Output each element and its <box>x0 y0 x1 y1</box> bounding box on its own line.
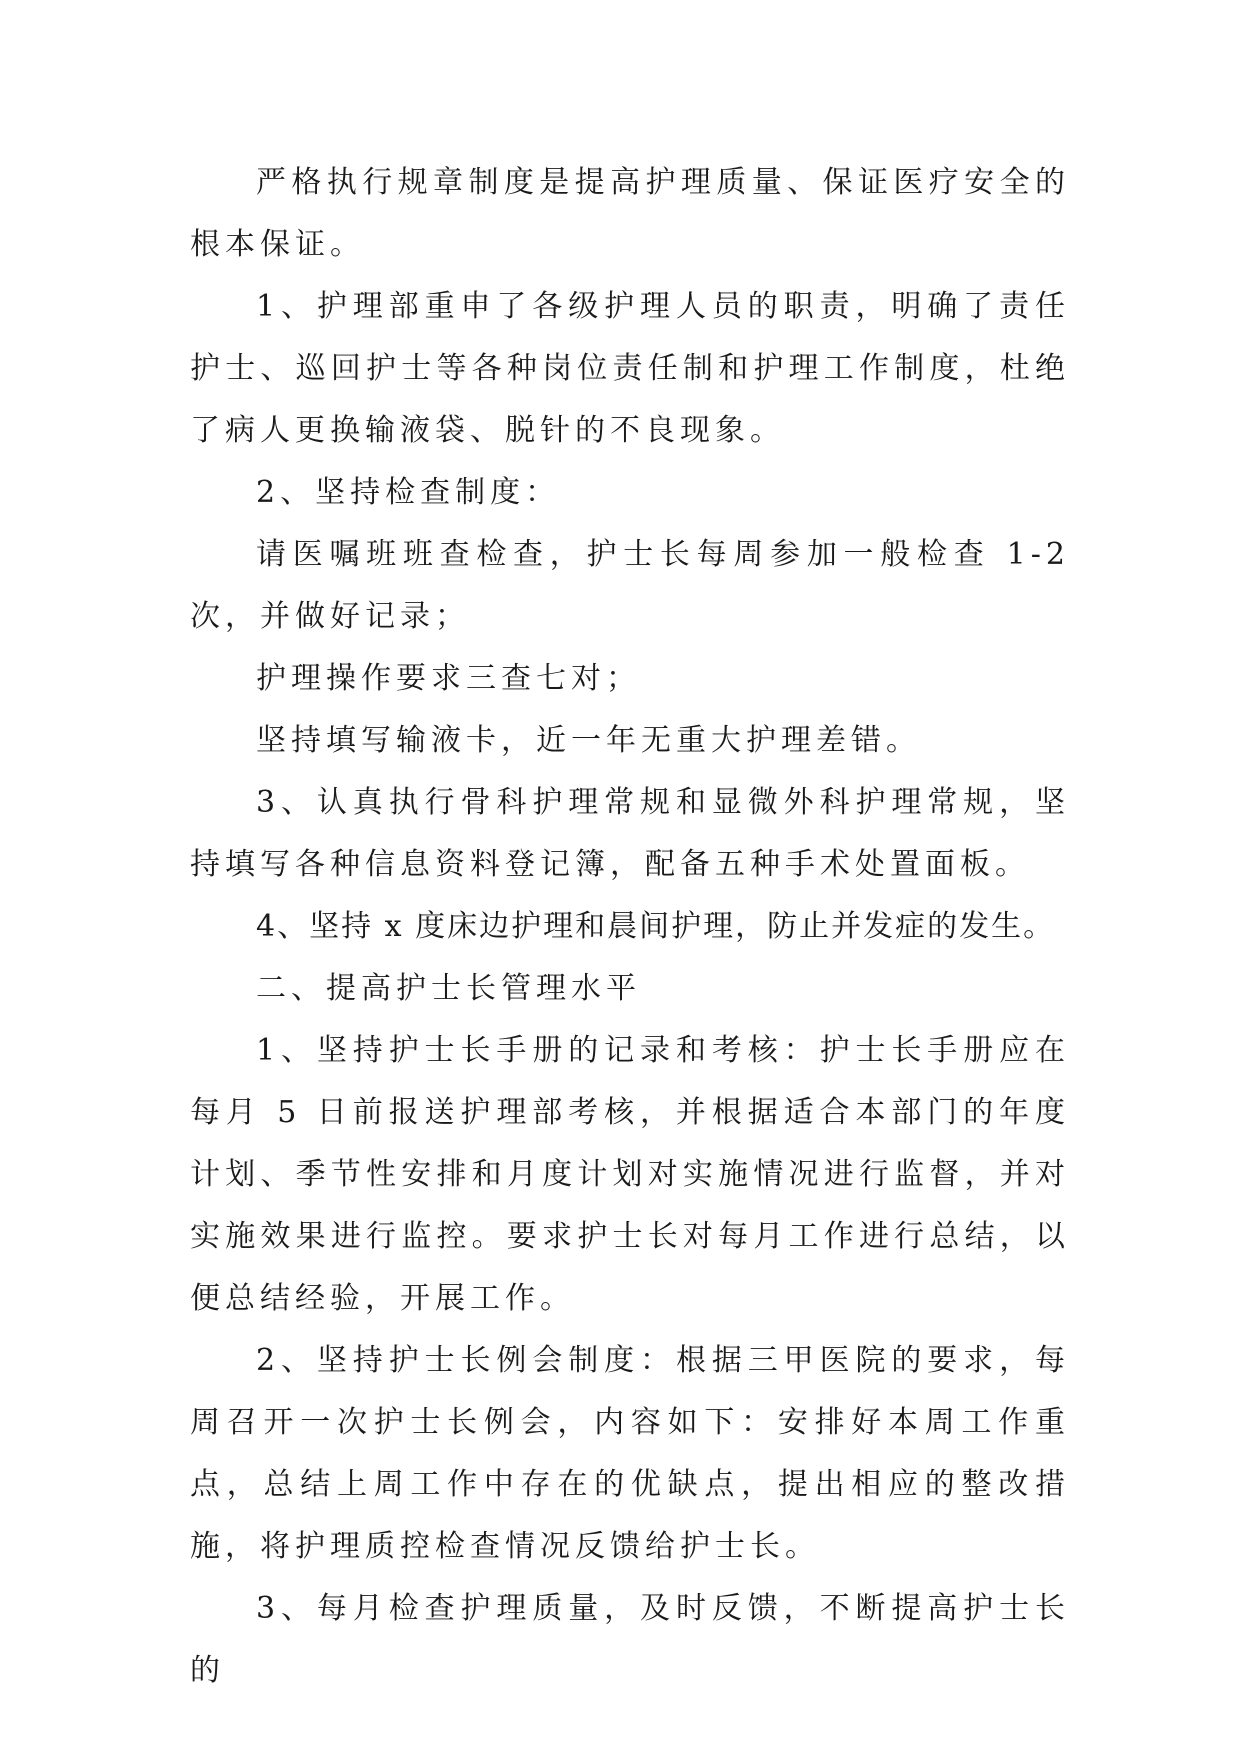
paragraph-11: 3、每月检查护理质量，及时反馈，不断提高护士长的 <box>190 1591 1070 1688</box>
paragraph-5: 护理操作要求三查七对； <box>256 661 641 696</box>
paragraph-10: 2、坚持护士长例会制度：根据三甲医院的要求，每周召开一次护士长例会，内容如下：安排好本周工作重点，总结上周工作中存在的优缺点，提出相应的整改措施，将护理质控检查情况反馈给护士长。 <box>190 1343 1070 1564</box>
paragraph-6: 坚持填写输液卡，近一年无重大护理差错。 <box>256 723 921 758</box>
paragraph-9: 1、坚持护士长手册的记录和考核：护士长手册应在每月 5 日前报送护理部考核，并根据适合本部门的年度计划、季节性安排和月度计划对实施情况进行监督，并对实施效果进行监控。要求护士长对每月工作进行总结，以便总结经验，开展工作。 <box>190 1033 1070 1316</box>
document-body <box>190 152 1070 1702</box>
paragraph-2: 1、护理部重申了各级护理人员的职责，明确了责任护士、巡回护士等各种岗位责任制和护理工作制度，杜绝了病人更换输液袋、脱针的不良现象。 <box>190 289 1070 448</box>
paragraph-4: 请医嘱班班查检查，护士长每周参加一般检查 1-2 次，并做好记录； <box>190 537 1070 634</box>
paragraph-7: 3、认真执行骨科护理常规和显微外科护理常规，坚持填写各种信息资料登记簿，配备五种手术处置面板。 <box>190 785 1070 882</box>
section-heading: 二、提高护士长管理水平 <box>256 971 641 1006</box>
paragraph-1: 严格执行规章制度是提高护理质量、保证医疗安全的根本保证。 <box>190 165 1070 262</box>
paragraph-3: 2、坚持检查制度： <box>256 475 561 510</box>
paragraph-8: 4、坚持 x 度床边护理和晨间护理，防止并发症的发生。 <box>256 909 1056 944</box>
